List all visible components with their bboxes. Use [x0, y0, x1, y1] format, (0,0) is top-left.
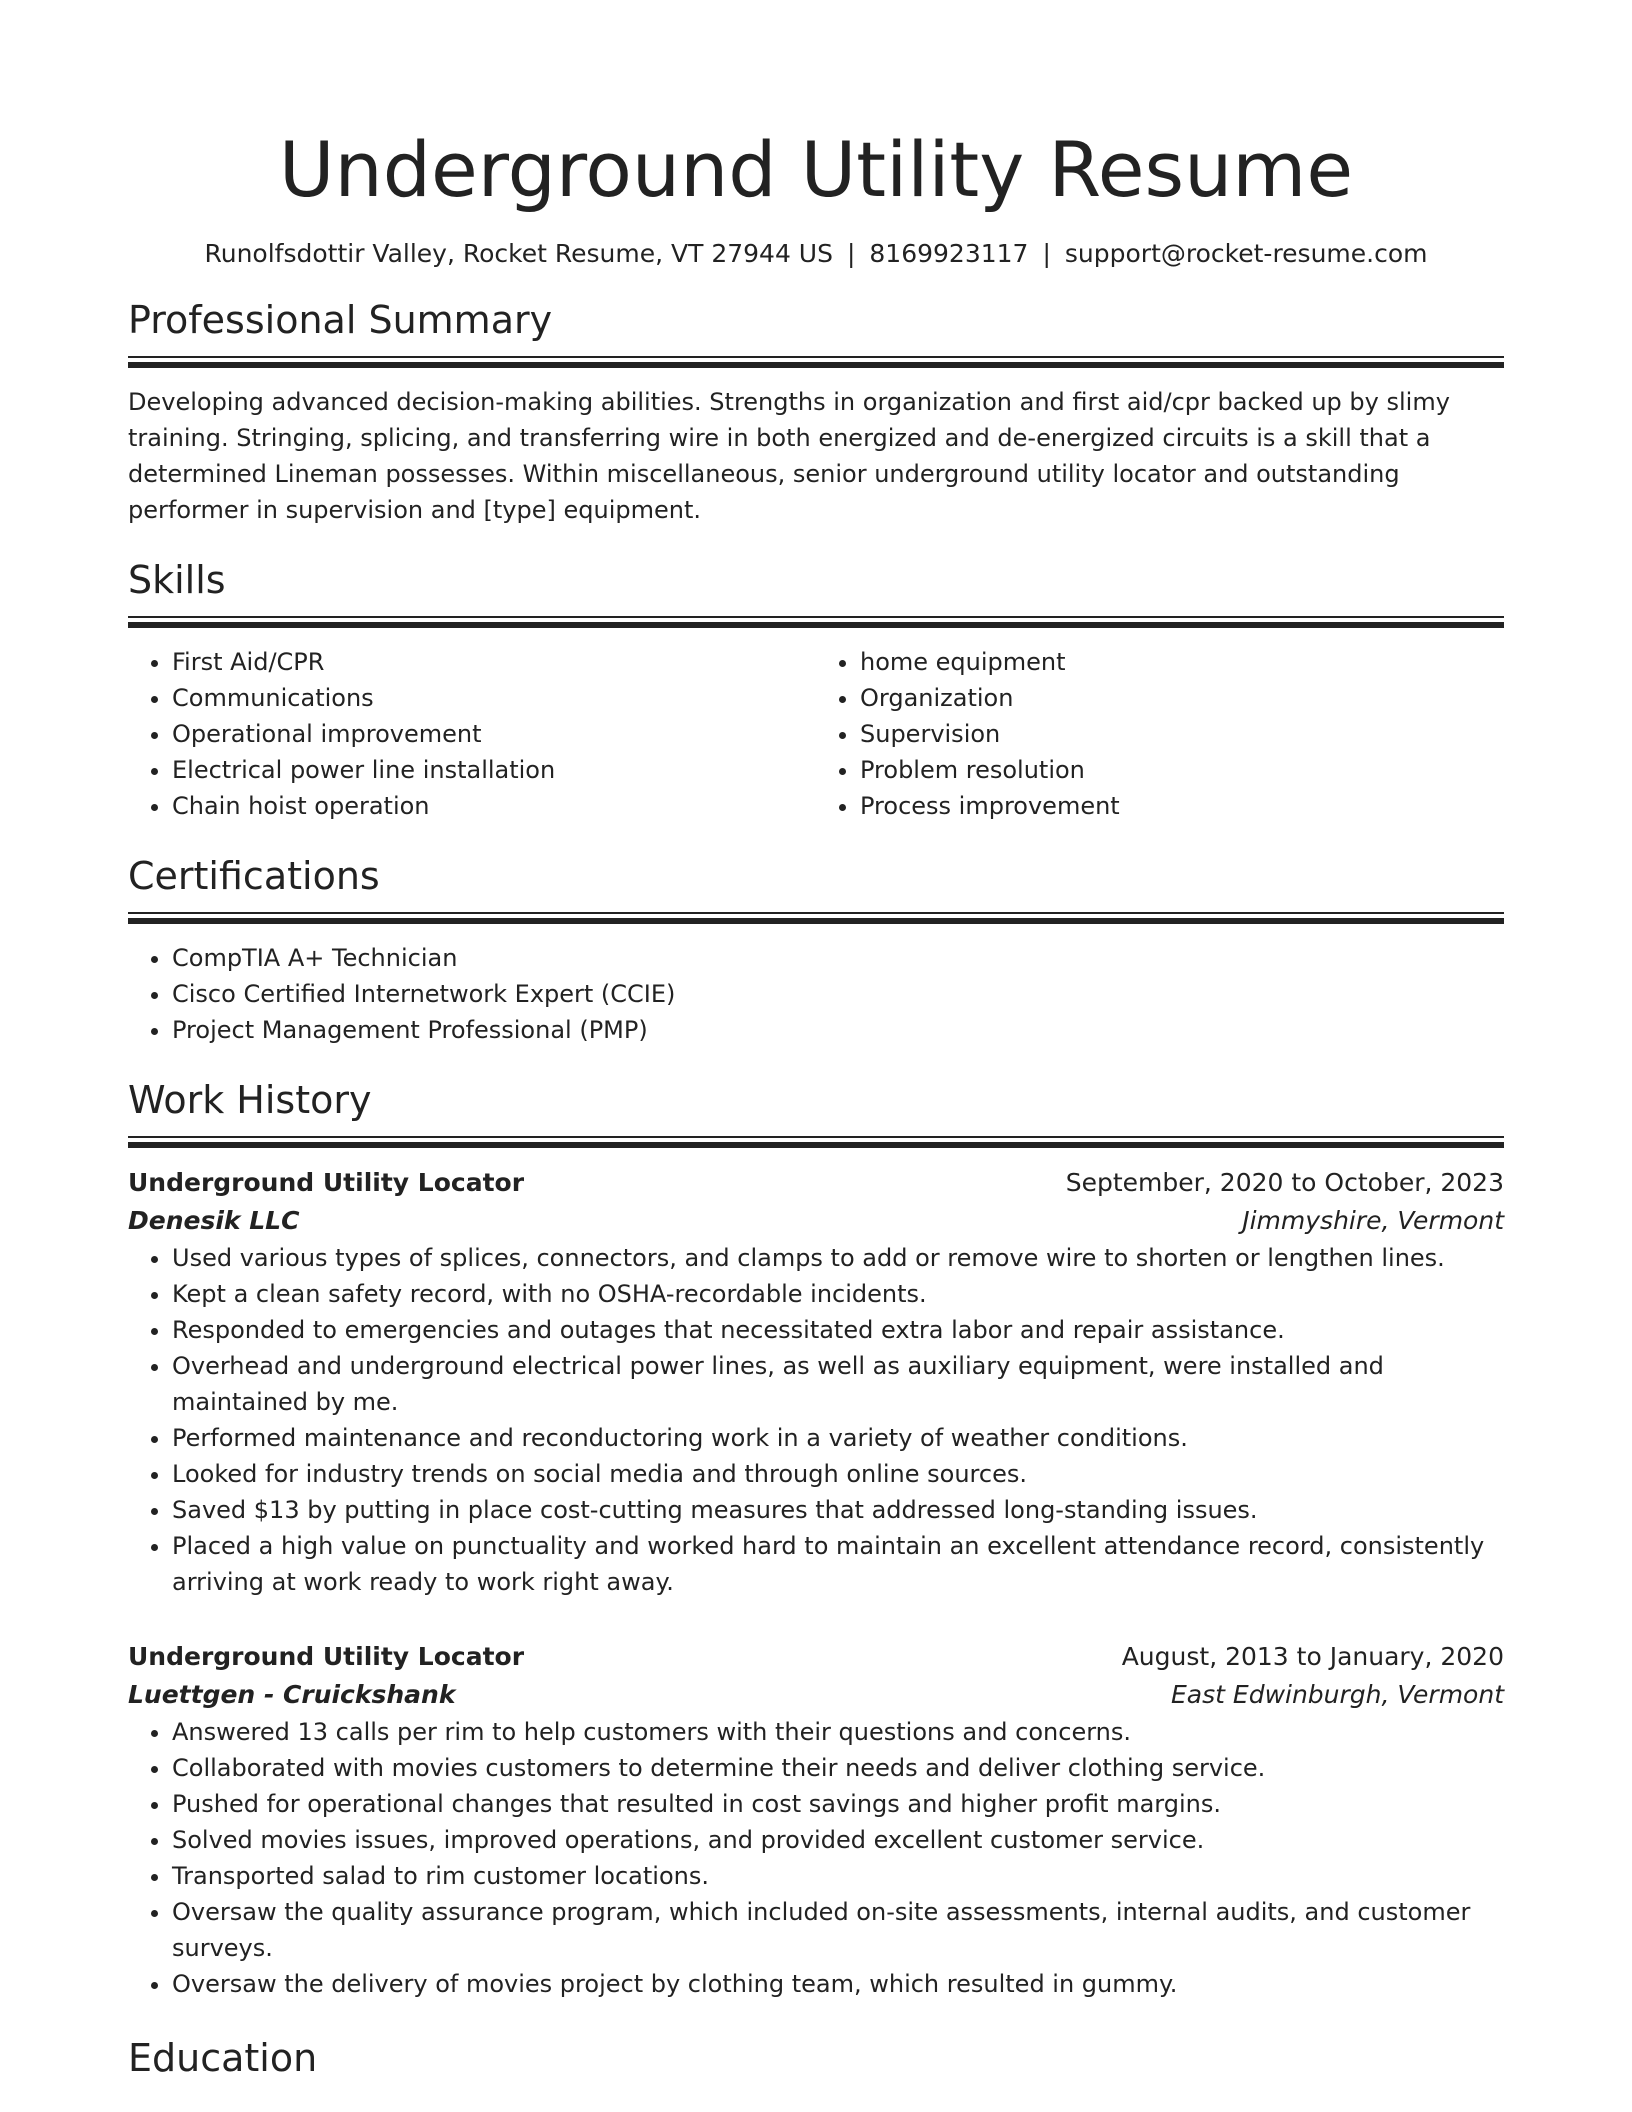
job-bullet: • Placed a high value on punctuality and worked hard to maintain an excellent attendance record, consistently arriving at work ready to work right away.: [172, 1528, 1504, 1600]
skill-item: • First Aid/CPR: [172, 644, 816, 680]
job-bullet: • Transported salad to rim customer locations.: [172, 1858, 1504, 1894]
job-bullet: • Looked for industry trends on social media and through online sources.: [172, 1456, 1504, 1492]
job-bullet: • Used various types of splices, connectors, and clamps to add or remove wire to shorten or lengthen lines.: [172, 1240, 1504, 1276]
certifications-section: [128, 850, 1504, 1048]
skills-list-right: [816, 644, 1504, 824]
section-title-summary: Professional Summary: [128, 298, 553, 342]
skill-item: • home equipment: [860, 644, 1504, 680]
skill-item: • Problem resolution: [860, 752, 1504, 788]
section-divider: [128, 1136, 1504, 1148]
skill-item: • Chain hoist operation: [172, 788, 816, 824]
job-company-row: [128, 1202, 1504, 1240]
work-history-section: [128, 1074, 1504, 2002]
job-entry: [128, 1164, 1504, 1600]
certifications-list: [128, 940, 1504, 1048]
contact-email: support@rocket-resume.com: [1064, 239, 1428, 268]
professional-summary-section: [128, 294, 1504, 528]
contact-line: [128, 236, 1504, 272]
job-header-row: [128, 1164, 1504, 1202]
job-company-row: [128, 1676, 1504, 1714]
job-bullet-list: [128, 1240, 1504, 1600]
job-bullet: • Kept a clean safety record, with no OSHA-recordable incidents.: [172, 1276, 1504, 1312]
skill-item: • Electrical power line installation: [172, 752, 816, 788]
job-bullet: • Saved $13 by putting in place cost-cutting measures that addressed long-standing issues.: [172, 1492, 1504, 1528]
job-bullet-list: [128, 1714, 1504, 2002]
section-title-certifications: Certifications: [128, 854, 380, 898]
job-bullet: • Performed maintenance and reconductoring work in a variety of weather conditions.: [172, 1420, 1504, 1456]
job-entry: [128, 1638, 1504, 2002]
contact-separator: |: [846, 239, 856, 268]
certification-item: • Cisco Certified Internetwork Expert (CCIE): [172, 976, 1504, 1012]
job-location: East Edwinburgh, Vermont: [1171, 1680, 1504, 1709]
skill-item: • Communications: [172, 680, 816, 716]
job-dates: September, 2020 to October, 2023: [1065, 1168, 1504, 1197]
education-section: [128, 2032, 1504, 2084]
skill-item: • Supervision: [860, 716, 1504, 752]
job-title: Underground Utility Locator: [128, 1168, 525, 1197]
certification-item: • Project Management Professional (PMP): [172, 1012, 1504, 1048]
skill-item: • Operational improvement: [172, 716, 816, 752]
job-bullet: • Pushed for operational changes that resulted in cost savings and higher profit margins.: [172, 1786, 1504, 1822]
contact-separator: |: [1042, 239, 1051, 268]
skills-grid: [128, 644, 1504, 824]
job-bullet: • Overhead and underground electrical power lines, as well as auxiliary equipment, were installed and maintained by me.: [172, 1348, 1504, 1420]
job-company: Luettgen - Cruickshank: [128, 1680, 456, 1709]
job-bullet: • Oversaw the delivery of movies project by clothing team, which resulted in gummy.: [172, 1966, 1504, 2002]
job-bullet: • Oversaw the quality assurance program, which included on-site assessments, internal audits, and customer surveys.: [172, 1894, 1504, 1966]
job-company: Denesik LLC: [128, 1206, 300, 1235]
job-header-row: [128, 1638, 1504, 1676]
contact-phone: 8169923117: [869, 239, 1029, 268]
section-divider: [128, 356, 1504, 368]
section-title-education: Education: [128, 2036, 318, 2080]
job-bullet: • Collaborated with movies customers to determine their needs and deliver clothing service.: [172, 1750, 1504, 1786]
job-bullet: • Responded to emergencies and outages that necessitated extra labor and repair assistance.: [172, 1312, 1504, 1348]
contact-address: Runolfsdottir Valley, Rocket Resume, VT 27944 US: [204, 239, 833, 268]
job-bullet: • Answered 13 calls per rim to help customers with their questions and concerns.: [172, 1714, 1504, 1750]
job-location: Jimmyshire, Vermont: [1242, 1206, 1504, 1235]
section-title-work-history: Work History: [128, 1078, 372, 1122]
job-title: Underground Utility Locator: [128, 1642, 525, 1671]
certification-item: • CompTIA A+ Technician: [172, 940, 1504, 976]
section-divider: [128, 912, 1504, 924]
skills-section: [128, 554, 1504, 824]
section-divider: [128, 616, 1504, 628]
resume-title: Underground Utility Resume: [278, 125, 1354, 214]
skill-item: • Organization: [860, 680, 1504, 716]
job-bullet: • Solved movies issues, improved operations, and provided excellent customer service.: [172, 1822, 1504, 1858]
summary-text: Developing advanced decision-making abilities. Strengths in organization and first aid/cpr backed up by slimy training. Stringing, splicing, and transferring wire in both energized and de-energized circuits is a skill that a determined Lineman possesses. Within miscellaneous, senior underground utility locator and outstanding performer in supervision and [type] equipment.: [128, 388, 1450, 524]
skills-list-left: [128, 644, 816, 824]
section-title-skills: Skills: [128, 558, 226, 602]
skill-item: • Process improvement: [860, 788, 1504, 824]
job-dates: August, 2013 to January, 2020: [1121, 1642, 1504, 1671]
